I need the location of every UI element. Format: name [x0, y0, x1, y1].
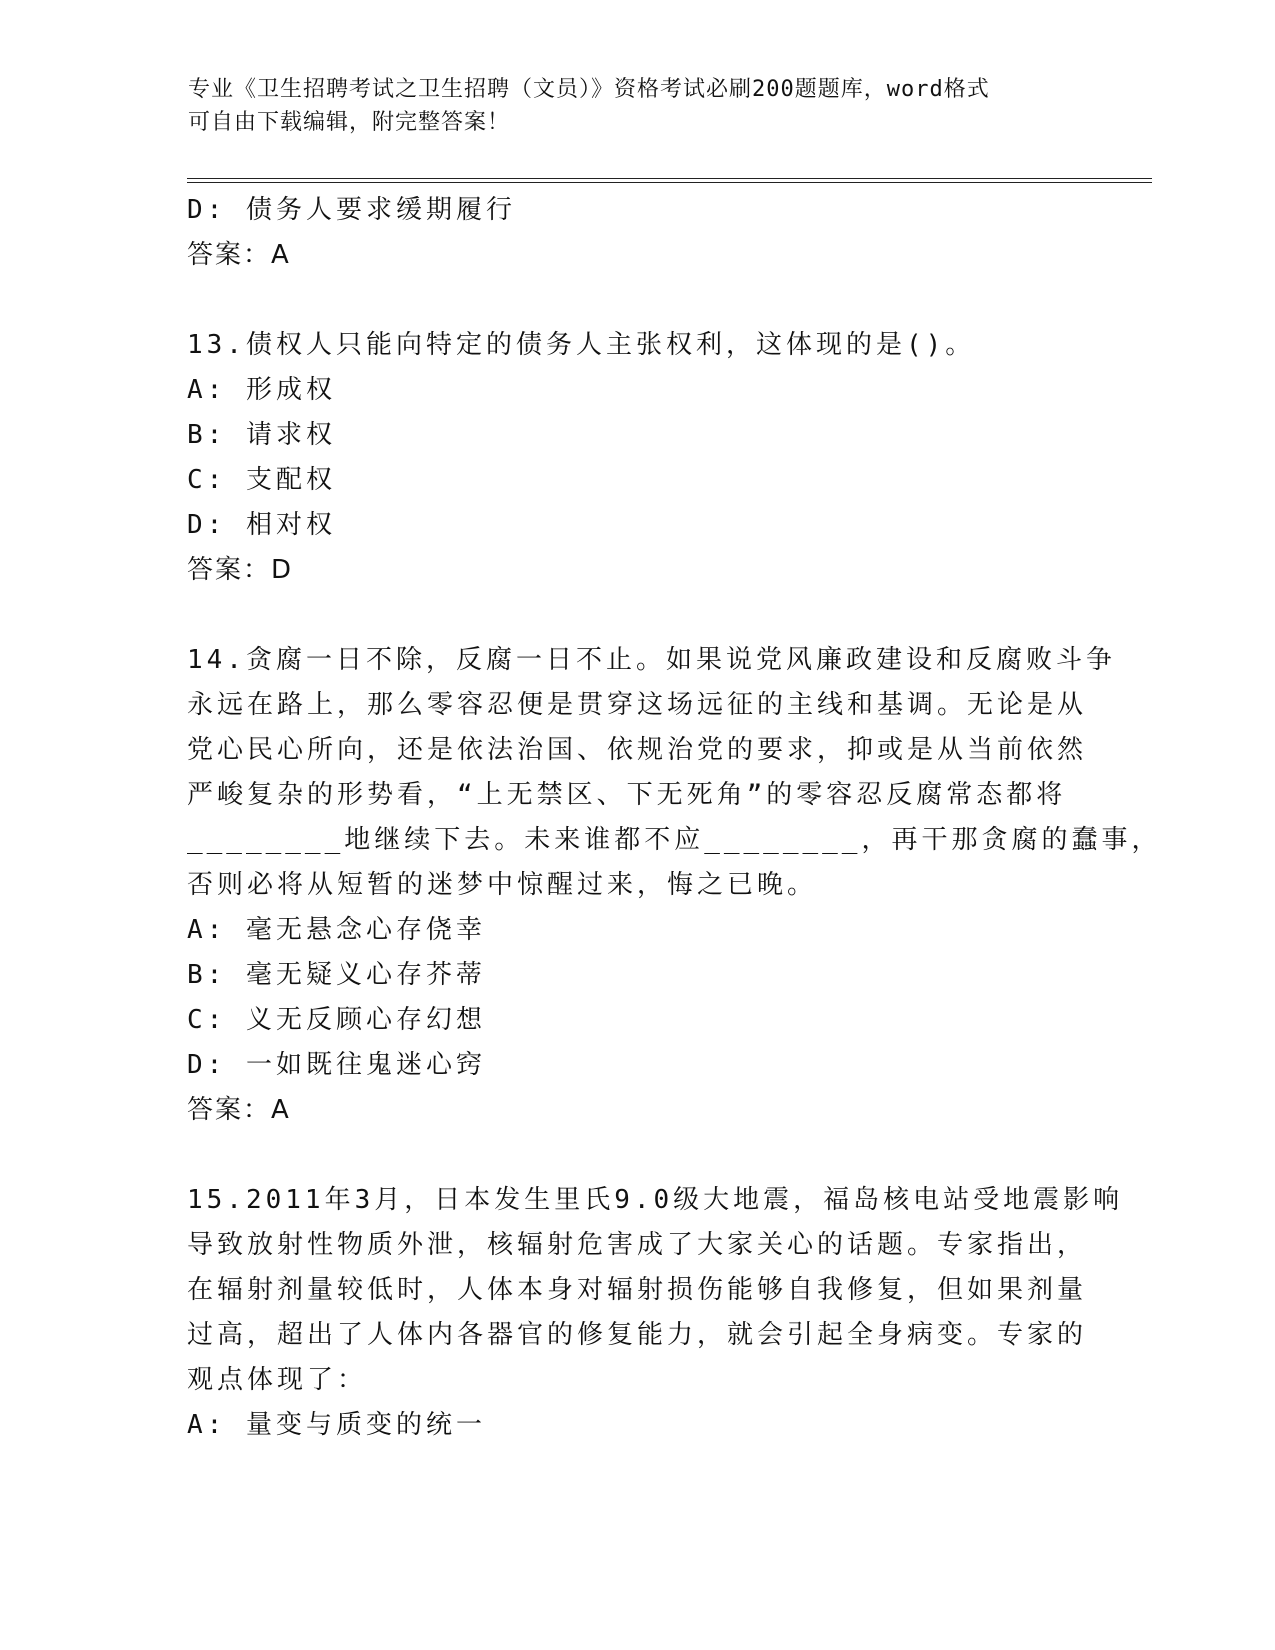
question-14-option-d: D: 一如既往鬼迷心窍: [187, 1050, 486, 1080]
question-14: [187, 638, 1162, 1133]
spacer: [187, 1133, 1087, 1178]
header-title-line-1: 专业《卫生招聘考试之卫生招聘（文员）》资格考试必刷200题题库，word格式: [188, 77, 990, 102]
question-14-stem-line: 永远在路上，那么零容忍便是贯穿这场远征的主线和基调。无论是从: [187, 690, 1088, 720]
question-15-stem-line: 在辐射剂量较低时，人体本身对辐射损伤能够自我修复，但如果剂量: [187, 1275, 1088, 1305]
prev-answer: 答案：A: [187, 240, 291, 270]
question-15-stem-line: 导致放射性物质外泄，核辐射危害成了大家关心的话题。专家指出，: [187, 1230, 1088, 1260]
question-14-stem-line: 否则必将从短暂的迷梦中惊醒过来，悔之已晚。: [187, 870, 818, 900]
question-14-option-a: A: 毫无悬念心存侥幸: [187, 915, 486, 945]
header-title-line-2: 可自由下载编辑，附完整答案！: [188, 110, 511, 135]
question-14-stem-line: 严峻复杂的形势看，“上无禁区、下无死角”的零容忍反腐常态都将: [187, 780, 1067, 810]
question-15-stem-line: 观点体现了：: [187, 1365, 368, 1395]
question-15-stem-line: 过高，超出了人体内各器官的修复能力，就会引起全身病变。专家的: [187, 1320, 1088, 1350]
question-14-stem-line: 党心民心所向，还是依法治国、依规治党的要求，抑或是从当前依然: [187, 735, 1088, 765]
question-13: [187, 323, 1087, 593]
question-13-option-a: A: 形成权: [187, 375, 336, 405]
question-14-option-c: C: 义无反顾心存幻想: [187, 1005, 486, 1035]
question-14-option-b: B: 毫无疑义心存芥蒂: [187, 960, 486, 990]
document-body: [187, 188, 1162, 1448]
question-14-stem-line: 14.贪腐一日不除，反腐一日不止。如果说党风廉政建设和反腐败斗争: [187, 645, 1116, 675]
spacer: [187, 593, 1087, 638]
page-header: [188, 73, 1088, 139]
question-15-option-a: A: 量变与质变的统一: [187, 1410, 486, 1440]
question-13-answer: 答案：D: [187, 555, 294, 585]
question-13-option-b: B: 请求权: [187, 420, 336, 450]
prev-option-d: D: 债务人要求缓期履行: [187, 195, 516, 225]
question-13-option-c: C: 支配权: [187, 465, 336, 495]
question-15-stem-line: 15.2011年3月，日本发生里氏9.0级大地震，福岛核电站受地震影响: [187, 1185, 1124, 1215]
question-13-stem: 13.债权人只能向特定的债务人主张权利，这体现的是()。: [187, 330, 976, 360]
spacer: [187, 278, 1087, 323]
header-divider: [187, 178, 1152, 183]
question-13-option-d: D: 相对权: [187, 510, 336, 540]
question-15: [187, 1178, 1124, 1448]
question-14-answer: 答案：A: [187, 1095, 291, 1125]
question-14-stem-line: ________地继续下去。未来谁都不应________，再干那贪腐的蠢事，: [187, 825, 1162, 855]
